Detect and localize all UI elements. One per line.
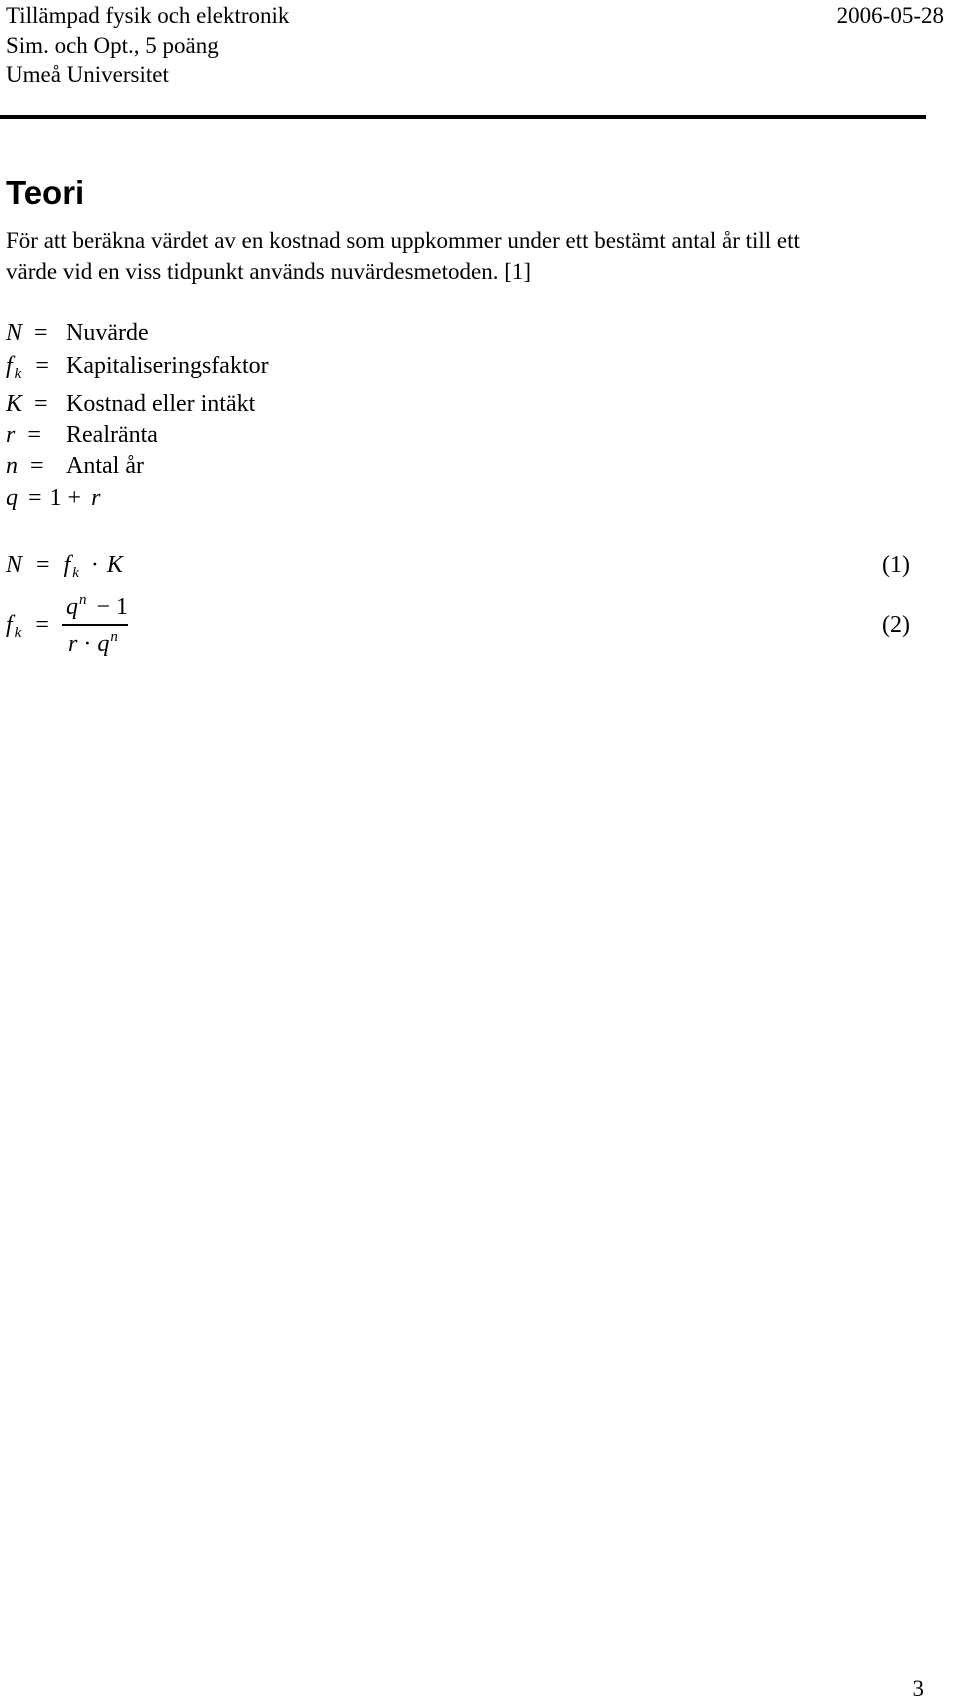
definition-symbol: N [6, 320, 23, 346]
q-equals: = [28, 485, 42, 511]
definition-equals: = [34, 320, 48, 346]
eq1-lhs: N [6, 552, 23, 578]
definition-meaning: Kapitaliseringsfaktor [66, 353, 269, 379]
definition-meaning: Nuvärde [66, 320, 149, 346]
page-number: 3 [912, 1676, 924, 1701]
definition-row [6, 454, 44, 478]
definition-symbol: K [6, 391, 23, 417]
eq2-denominator [68, 629, 118, 657]
header-university: Umeå Universitet [6, 62, 169, 87]
eq2-fraction-bar [62, 624, 128, 626]
definition-meaning: Antal år [66, 453, 144, 479]
definition-row [6, 392, 48, 416]
eq2-num-minus: − [96, 594, 111, 620]
definition-row [6, 423, 41, 447]
eq2-num-q: q [66, 594, 78, 620]
definition-symbol: n [6, 453, 18, 479]
definition-equals: = [35, 353, 49, 379]
section-title: Teori [6, 174, 85, 211]
q-plus: + [67, 485, 82, 511]
equation-number-2: (2) [882, 612, 910, 638]
equation-2-lhs [6, 612, 49, 641]
eq2-subscript: k [14, 625, 22, 641]
eq2-den-exponent: n [110, 629, 118, 645]
eq1-subscript: k [72, 565, 79, 581]
definition-meaning: Realränta [66, 422, 158, 448]
eq2-num-exponent: n [79, 592, 87, 608]
header-date: 2006-05-28 [836, 3, 944, 28]
definition-subscript: k [14, 366, 22, 382]
eq2-den-dot: · [83, 631, 92, 657]
q-r: r [91, 485, 101, 511]
paragraph-line-1: För att beräkna värdet av en kostnad som uppkommer under ett bestämt antal år till ett [6, 228, 800, 253]
header-rule [0, 115, 926, 119]
header-course-credits: Sim. och Opt., 5 poäng [6, 33, 219, 58]
equation-1 [6, 552, 123, 581]
eq1-f: f [63, 552, 71, 578]
eq2-den-r: r [68, 631, 78, 657]
eq1-dot: · [90, 552, 99, 578]
definition-row [6, 353, 49, 382]
equation-number-1: (1) [882, 552, 910, 578]
eq2-num-one: 1 [116, 594, 129, 620]
header-course-line: Tillämpad fysik och elektronik [6, 3, 290, 28]
eq2-numerator [66, 592, 129, 620]
paragraph-line-2: värde vid en viss tidpunkt används nuvärdesmetoden. [1] [6, 259, 532, 284]
definition-equals: = [30, 453, 44, 479]
q-one: 1 [49, 485, 62, 511]
q-definition [6, 486, 100, 510]
eq1-equals: = [36, 552, 50, 578]
definition-equals: = [34, 391, 48, 417]
q-symbol: q [6, 485, 18, 511]
eq2-den-q: q [97, 631, 110, 657]
definition-equals: = [27, 422, 41, 448]
eq1-k: K [106, 552, 123, 578]
definition-meaning: Kostnad eller intäkt [66, 391, 256, 417]
eq2-equals: = [35, 612, 49, 638]
eq2-f: f [6, 612, 13, 638]
definition-row [6, 321, 48, 345]
definition-symbol: f [6, 353, 13, 379]
definition-symbol: r [6, 422, 16, 448]
